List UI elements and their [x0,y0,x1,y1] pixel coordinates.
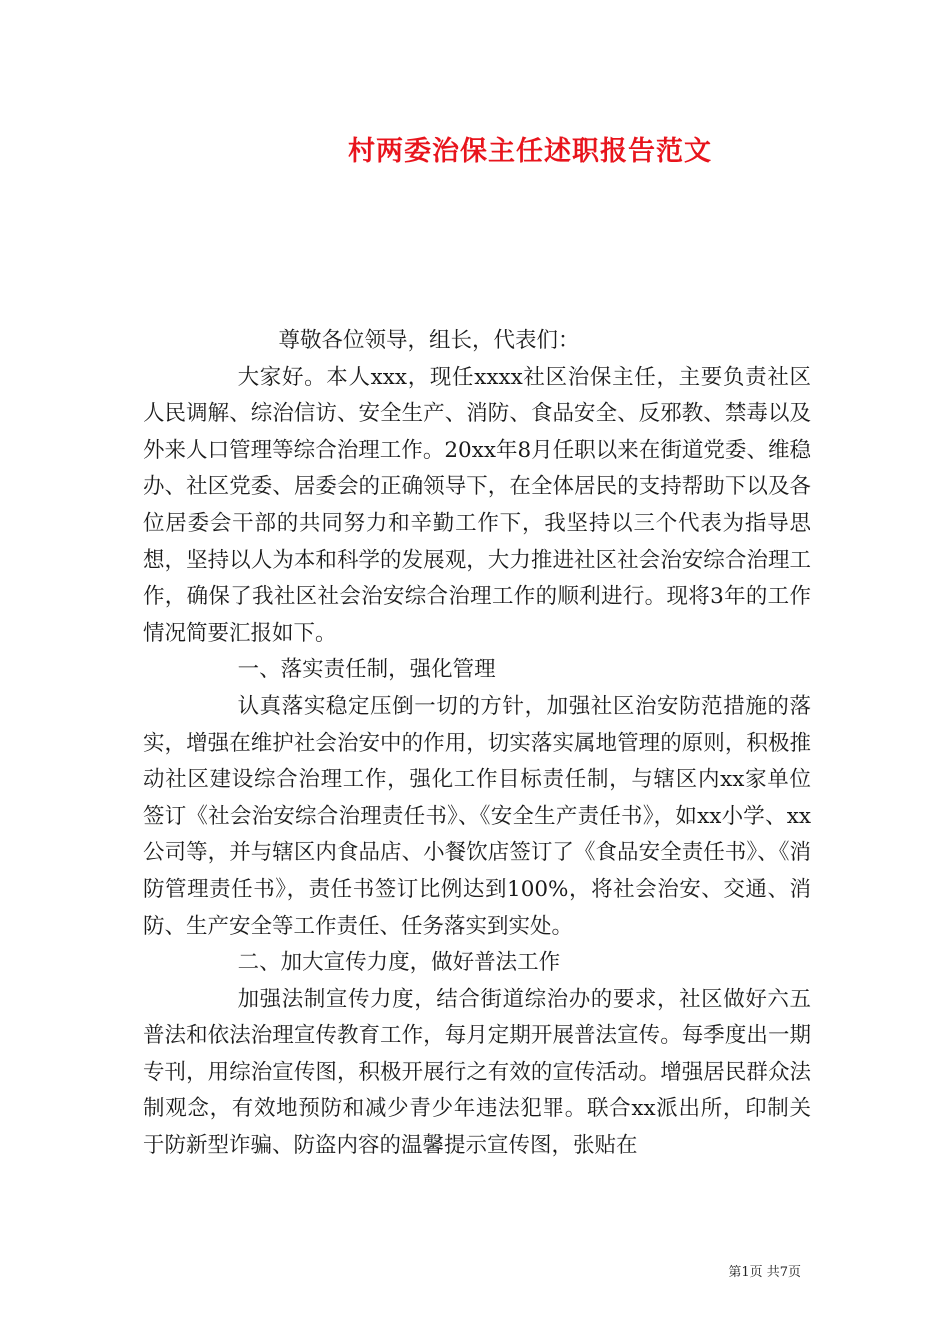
section-heading-1: 一、落实责任制，强化管理 [237,657,496,683]
document-body [143,323,811,1165]
paragraph-intro: 大家好。本人xxx，现任xxxx社区治保主任，主要负责社区人民调解、综治信访、安全生产、消防、食品安全、反邪教、禁毒以及外来人口管理等综合治理工作。20xx年8月任职以来在街道党委、维稳办、社区党委、居委会的正确领导下，在全体居民的支持帮助下以及各位居委会干部的共同努力和辛勤工作下，我坚持以三个代表为指导思想，坚持以人为本和科学的发展观，大力推进社区社会治安综合治理工作，确保了我社区社会治安综合治理工作的顺利进行。现将3年的工作情况简要汇报如下。 [143,364,811,646]
paragraph-section-2: 加强法制宣传力度，结合街道综治办的要求，社区做好六五普法和依法治理宣传教育工作，每月定期开展普法宣传。每季度出一期专刊，用综治宣传图，积极开展行之有效的宣传活动。增强居民群众法制观念，有效地预防和减少青少年违法犯罪。联合xx派出所，印制关于防新型诈骗、防盗内容的温馨提示宣传图，张贴在 [143,986,811,1159]
section-heading-2: 二、加大宣传力度，做好普法工作 [237,950,561,976]
paragraph-section-1: 认真落实稳定压倒一切的方针，加强社区治安防范措施的落实，增强在维护社会治安中的作用，切实落实属地管理的原则，积极推动社区建设综合治理工作，强化工作目标责任制，与辖区内xx家单位签订《社会治安综合治理责任书》、《安全生产责任书》，如xx小学、xx公司等，并与辖区内食品店、小餐饮店签订了《食品安全责任书》、《消防管理责任书》，责任书签订比例达到100%，将社会治安、交通、消防、生产安全等工作责任、任务落实到实处。 [143,693,811,939]
document-title: 村两委治保主任述职报告范文 [348,136,712,167]
greeting: 尊敬各位领导，组长，代表们： [278,328,580,353]
page-footer: 第1页 共7页 [728,1265,801,1280]
